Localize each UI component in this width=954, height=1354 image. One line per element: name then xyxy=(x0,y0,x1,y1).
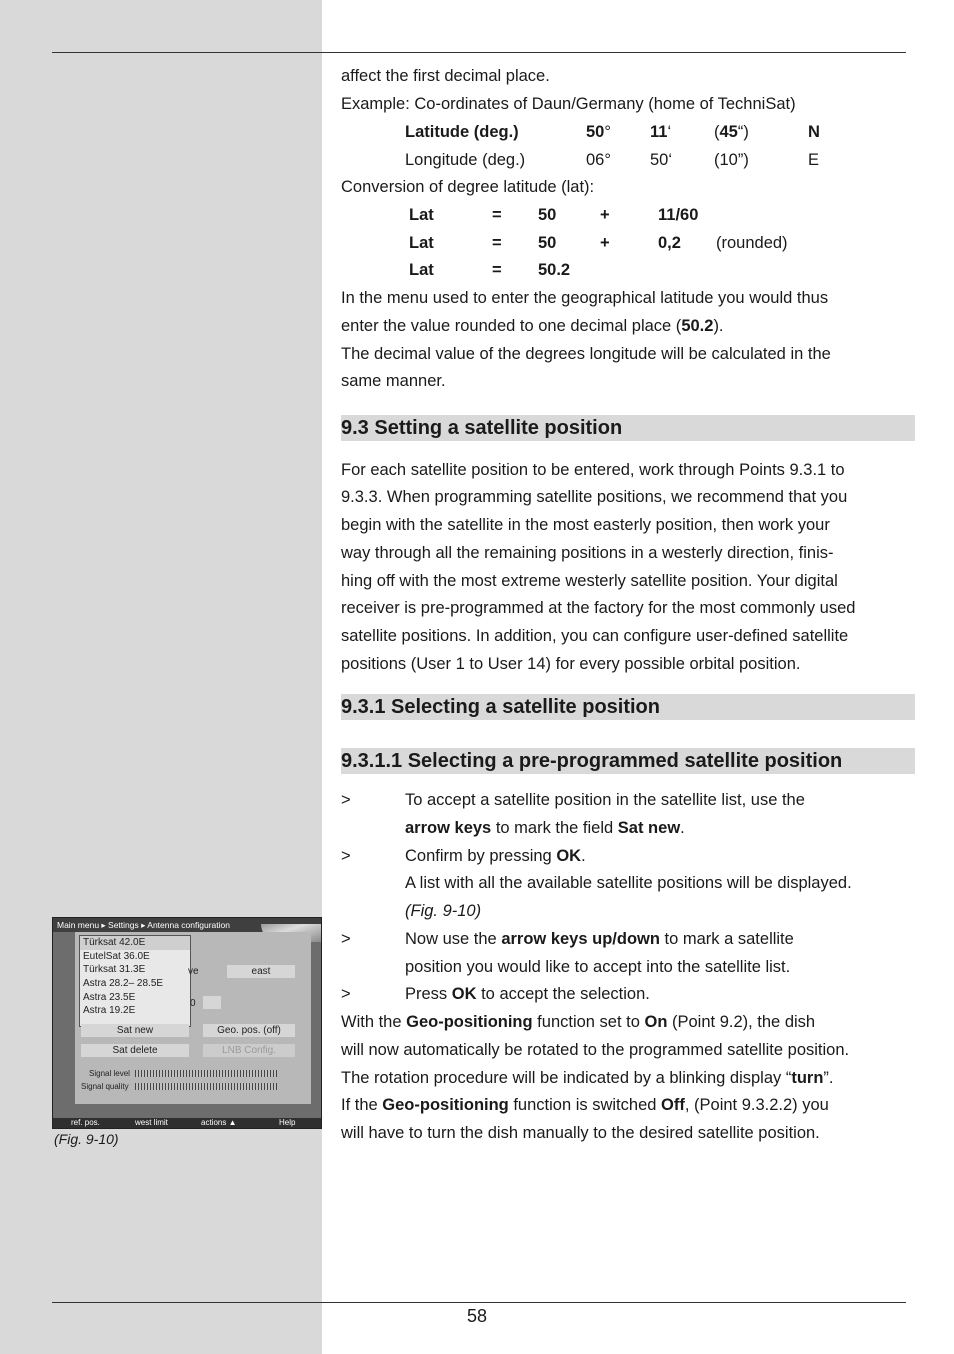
menu-para-line-1: In the menu used to enter the geographical latitude you would thus xyxy=(341,289,829,307)
list-item[interactable]: EutelSat 36.0E xyxy=(83,950,150,962)
conversion-eq: = xyxy=(492,206,502,224)
sat-new-button[interactable]: Sat new xyxy=(81,1024,189,1037)
step-marker: > xyxy=(341,791,351,809)
section-9-3-line: 9.3.3. When programming satellite positions, we recommend that you xyxy=(341,488,848,506)
section-9-3-line: For each satellite position to be entered, work through Points 9.3.1 to xyxy=(341,461,845,479)
conversion-lat: Lat xyxy=(409,261,434,279)
step-3-line-2: position you would like to accept into the satellite list. xyxy=(405,958,791,976)
footer-actions[interactable]: actions ▲ xyxy=(201,1118,237,1127)
list-item[interactable]: Astra 19.2E xyxy=(83,1005,136,1017)
figure-caption: (Fig. 9-10) xyxy=(54,1131,119,1147)
list-item[interactable]: Astra 28.2– 28.5E xyxy=(83,978,164,990)
step-1-line-2: arrow keys to mark the field Sat new. xyxy=(405,819,685,837)
receiver-menu-screenshot xyxy=(52,917,322,1129)
east-button[interactable]: east xyxy=(227,965,295,978)
bottom-rule xyxy=(52,1302,906,1303)
section-9-3-line: receiver is pre-programmed at the factory for the most commonly used xyxy=(341,599,856,617)
satellite-dropdown-list[interactable] xyxy=(79,935,191,1027)
footer-ref-pos[interactable]: ref. pos. xyxy=(71,1118,100,1127)
hidden-value-fragment: 0 xyxy=(190,998,196,1009)
conversion-eq: = xyxy=(492,261,502,279)
geo-para-line-4: If the Geo-positioning function is switched Off, (Point 9.3.2.2) you xyxy=(341,1096,829,1114)
step-4-line-1: Press OK to accept the selection. xyxy=(405,985,650,1003)
menu-para-line-3: The decimal value of the degrees longitude will be calculated in the xyxy=(341,345,831,363)
step-3-line-1: Now use the arrow keys up/down to mark a satellite xyxy=(405,930,794,948)
latitude-seconds: (45“) xyxy=(714,123,749,141)
step-marker: > xyxy=(341,930,351,948)
longitude-seconds: (10”) xyxy=(714,151,749,169)
section-heading-9-3-1-1: 9.3.1.1 Selecting a pre-programmed satellite position xyxy=(341,748,915,774)
section-9-3-line: satellite positions. In addition, you can configure user-defined satellite xyxy=(341,627,849,645)
longitude-degrees: 06° xyxy=(586,151,611,169)
conversion-lat: Lat xyxy=(409,206,434,224)
latitude-degrees: 50° xyxy=(586,123,611,141)
longitude-label: Longitude (deg.) xyxy=(405,151,526,169)
conversion-title: Conversion of degree latitude (lat): xyxy=(341,178,595,196)
section-heading-9-3: 9.3 Setting a satellite position xyxy=(341,415,915,441)
page-number: 58 xyxy=(467,1306,488,1326)
function-key-bar xyxy=(53,1118,321,1128)
footer-help[interactable]: Help xyxy=(279,1118,296,1127)
step-2-line-1: Confirm by pressing OK. xyxy=(405,847,586,865)
conversion-lat: Lat xyxy=(409,234,434,252)
latitude-label: Latitude (deg.) xyxy=(405,123,519,141)
longitude-direction: E xyxy=(808,151,820,169)
step-1-line-1: To accept a satellite position in the satellite list, use the xyxy=(405,791,805,809)
conversion-plus: + xyxy=(600,234,610,252)
longitude-minutes: 50‘ xyxy=(650,151,673,169)
geo-para-line-1: With the Geo-positioning function set to On (Point 9.2), the dish xyxy=(341,1013,816,1031)
geo-pos-button[interactable]: Geo. pos. (off) xyxy=(203,1024,295,1037)
list-item[interactable]: Türksat 31.3E xyxy=(83,964,146,976)
conversion-note: (rounded) xyxy=(716,234,788,252)
hidden-button-fragment: ve xyxy=(188,966,199,977)
section-9-3-line: begin with the satellite in the most easterly position, then work your xyxy=(341,516,830,534)
intro-line-1: affect the first decimal place. xyxy=(341,67,550,85)
latitude-direction: N xyxy=(808,123,820,141)
section-9-3-line: hing off with the most extreme westerly satellite position. Your digital xyxy=(341,572,838,590)
step-marker: > xyxy=(341,985,351,1003)
lnb-config-button[interactable]: LNB Config. xyxy=(203,1044,295,1057)
menu-para-line-2: enter the value rounded to one decimal place (50.2). xyxy=(341,317,724,335)
section-9-3-line: way through all the remaining positions in a westerly direction, finis- xyxy=(341,544,834,562)
list-item[interactable]: Türksat 42.0E xyxy=(80,936,190,950)
conversion-plus: + xyxy=(600,206,610,224)
signal-quality-label: Signal quality xyxy=(81,1082,129,1091)
conversion-v1: 50.2 xyxy=(538,261,571,279)
section-9-3-line: positions (User 1 to User 14) for every possible orbital position. xyxy=(341,655,801,673)
list-item[interactable]: Astra 23.5E xyxy=(83,991,136,1003)
top-rule xyxy=(52,52,906,53)
step-2-fig-ref: (Fig. 9-10) xyxy=(405,902,482,920)
footer-west-limit[interactable]: west limit xyxy=(135,1118,168,1127)
step-marker: > xyxy=(341,847,351,865)
signal-quality-meter xyxy=(135,1083,277,1090)
menu-para-line-4: same manner. xyxy=(341,372,446,390)
latitude-minutes: 11‘ xyxy=(650,123,672,141)
conversion-v1: 50 xyxy=(538,206,557,224)
menu-breadcrumb: Main menu ▸ Settings ▸ Antenna configuration xyxy=(53,918,321,932)
section-heading-9-3-1: 9.3.1 Selecting a satellite position xyxy=(341,694,915,720)
step-2-line-2: A list with all the available satellite positions will be displayed. xyxy=(405,874,852,892)
geo-para-line-5: will have to turn the dish manually to the desired satellite position. xyxy=(341,1124,820,1142)
signal-level-meter xyxy=(135,1070,277,1077)
conversion-v2: 11/60 xyxy=(658,206,699,224)
conversion-eq: = xyxy=(492,234,502,252)
signal-level-label: Signal level xyxy=(89,1069,130,1078)
geo-para-line-3: The rotation procedure will be indicated by a blinking display “turn”. xyxy=(341,1069,834,1087)
left-margin-column xyxy=(0,0,322,1354)
intro-line-2: Example: Co-ordinates of Daun/Germany (home of TechniSat) xyxy=(341,95,796,113)
sat-delete-button[interactable]: Sat delete xyxy=(81,1044,189,1057)
value-box xyxy=(203,996,221,1009)
conversion-v2: 0,2 xyxy=(658,234,681,252)
conversion-v1: 50 xyxy=(538,234,557,252)
geo-para-line-2: will now automatically be rotated to the programmed satellite position. xyxy=(341,1041,850,1059)
